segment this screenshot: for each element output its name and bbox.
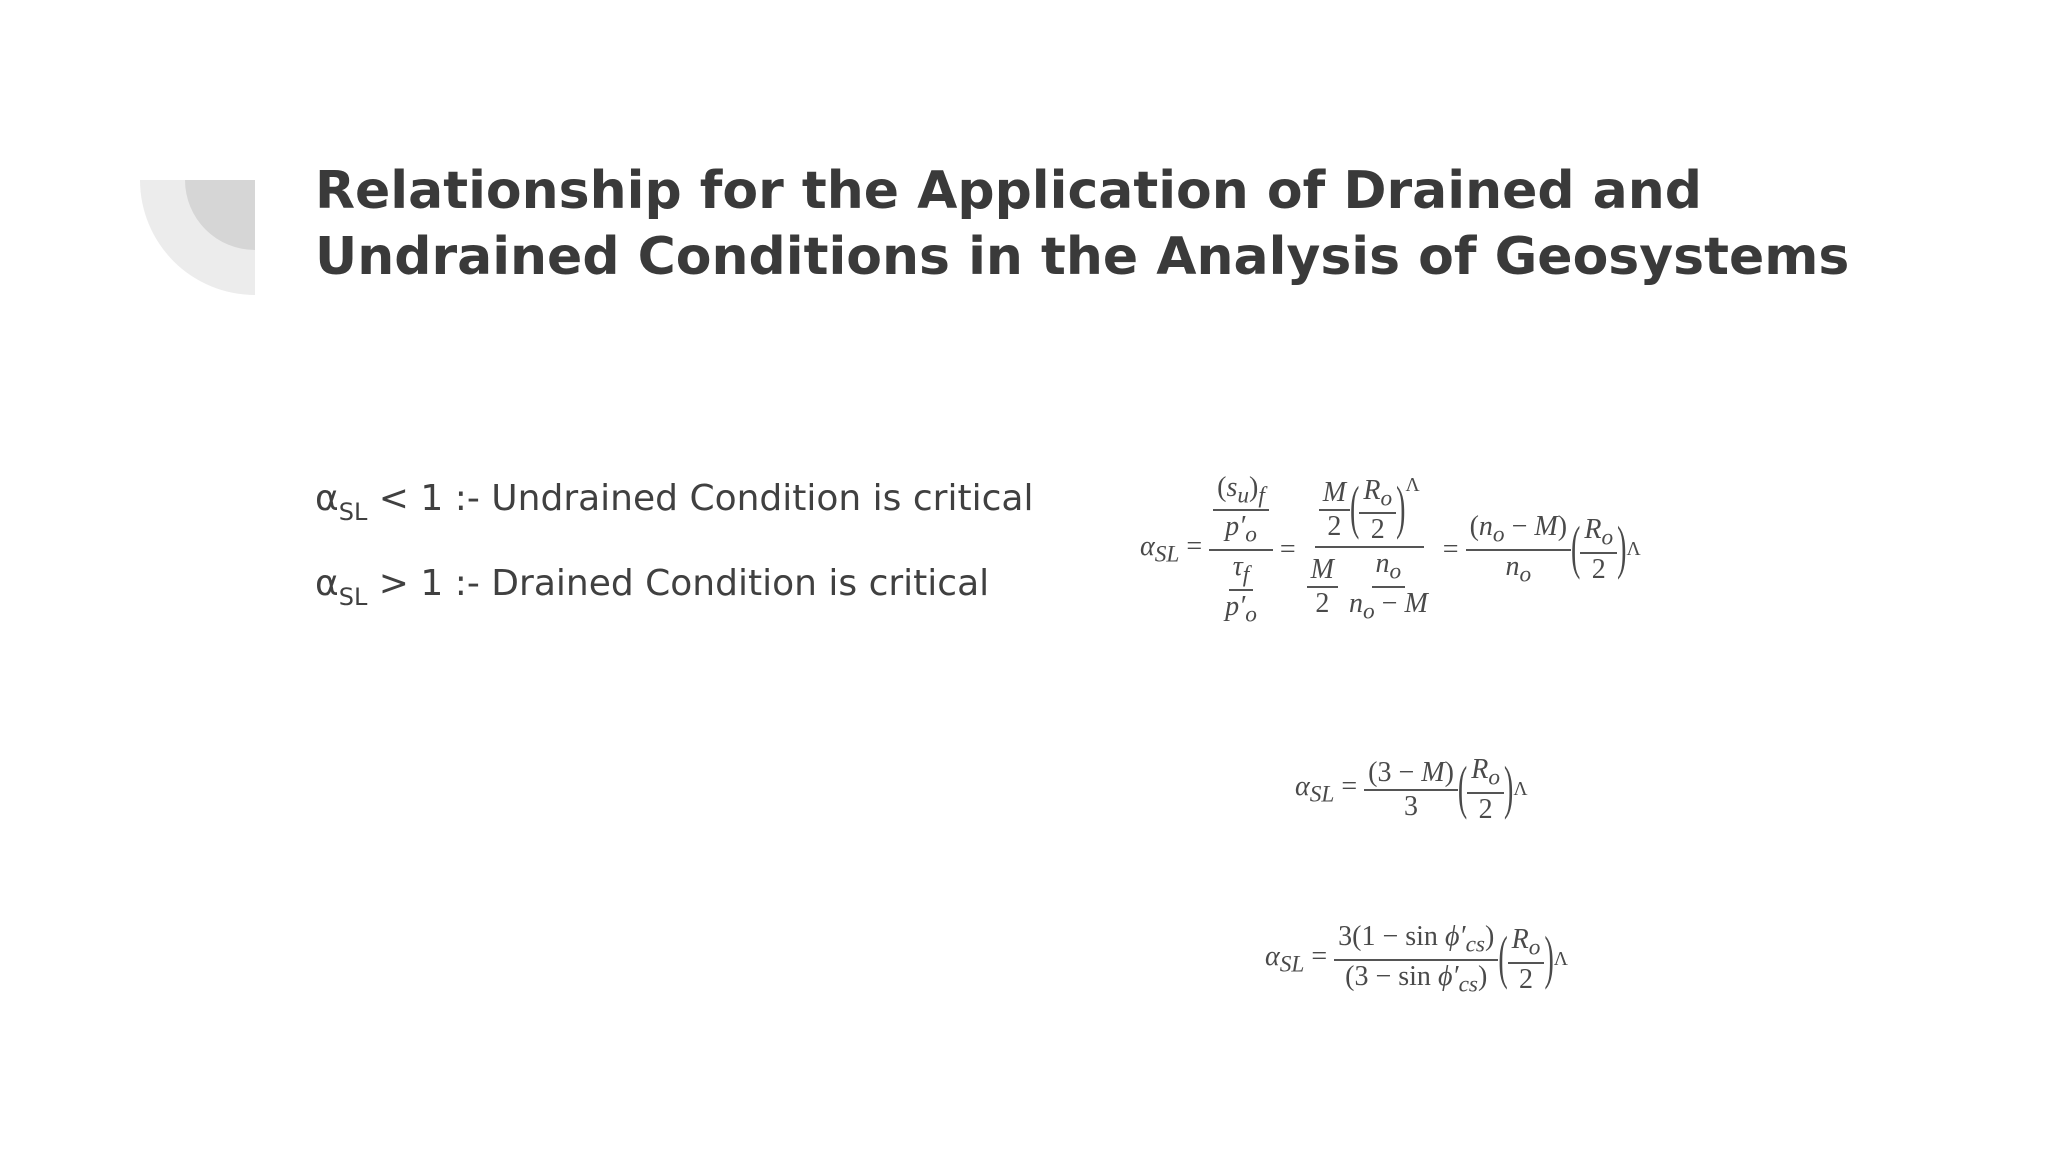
equation-image-1: $\alpha_{SL}$ = $\frac{\frac{(s_u)_f}{p'_o}}{\frac{\tau_f}{p'_o}}$ = $\frac{M}{2}$ ( $\frac{R_o}{2}$ )$^\Lambda$ $\frac{M}{2}$ $\frac{n_o}{n_o - M}$ = $\frac{(n_o - M)}{n_o}$ ( $\frac{R_o}{2}$ ) Λ <box>1140 471 1641 628</box>
equation-image-2: $\alpha_{SL}$ = $\frac{(3 - M)}{3}$ ( $\frac{R_o}{2}$ ) Λ <box>1295 754 1528 825</box>
alpha-subscript: SL <box>338 498 368 526</box>
alpha-subscript: SL <box>338 583 368 611</box>
slide-title: Relationship for the Application of Drained and Undrained Conditions in the Analysis of Geosystems <box>315 161 1850 287</box>
corner-decoration <box>140 180 255 295</box>
rule-drained <box>315 563 989 611</box>
alpha-symbol: α <box>315 478 339 519</box>
rule-text: < 1 :- Undrained Condition is critical <box>367 478 1034 519</box>
equation-image-3: $\alpha_{SL}$ = $\frac{3(1 - \sin \phi'_{cs})}{(3 - \sin \phi'_{cs})}$ ( $\frac{R_o}{2}$ ) Λ <box>1265 921 1568 998</box>
alpha-symbol: α <box>315 563 339 604</box>
rule-undrained <box>315 478 1033 526</box>
rule-text: > 1 :- Drained Condition is critical <box>367 563 990 604</box>
